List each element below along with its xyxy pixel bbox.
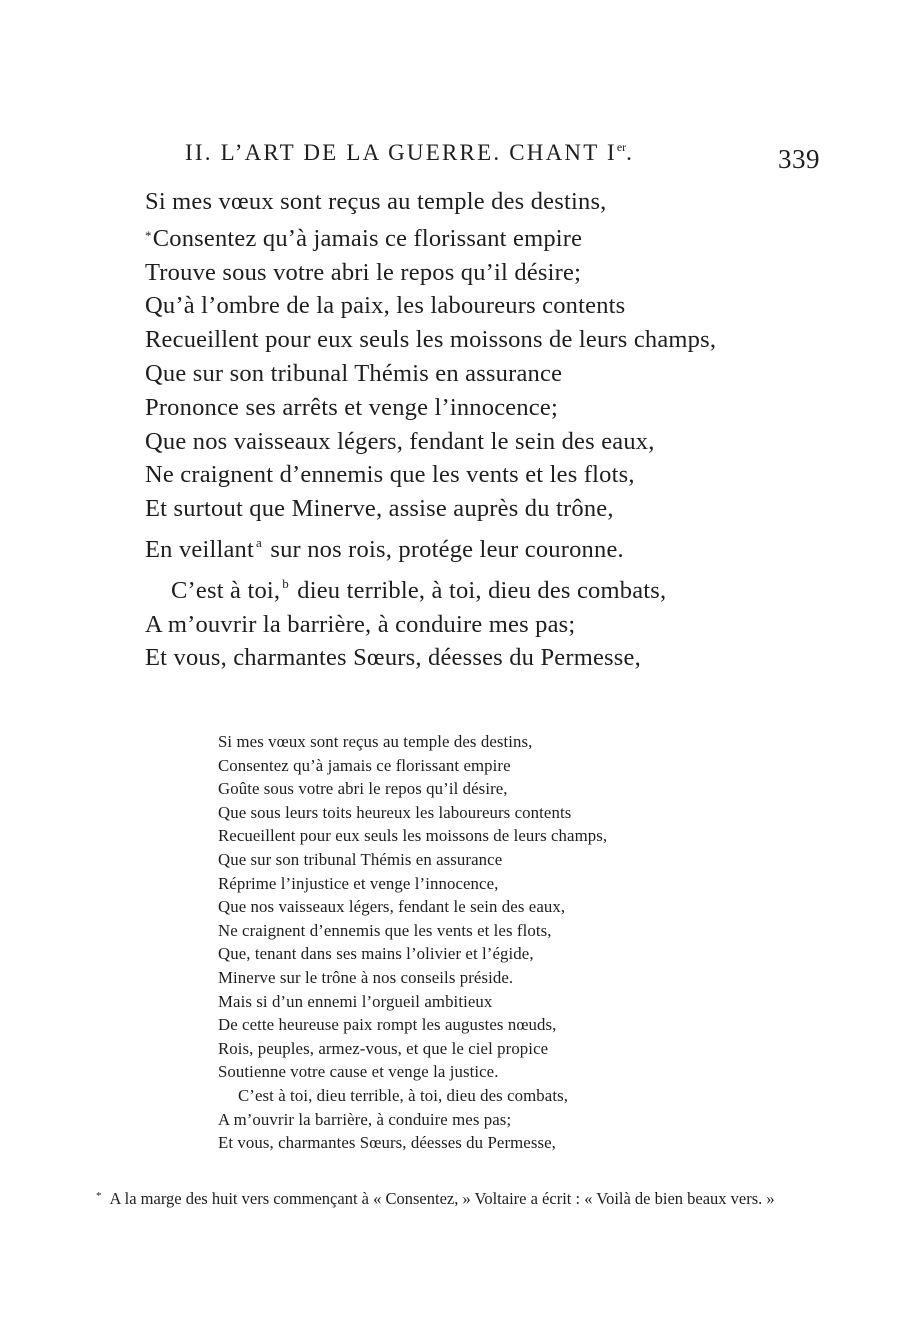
verse-line: Ne craignent d’ennemis que les vents et les flots,	[145, 461, 635, 489]
running-title-text: II. L’ART DE LA GUERRE. CHANT I	[185, 140, 617, 165]
verse-line: Prononce ses arrêts et venge l’innocence;	[145, 393, 558, 421]
variant-line: Si mes vœux sont reçus au temple des destins,	[218, 732, 533, 751]
variant-line: Recueillent pour eux seuls les moissons de leurs champs,	[218, 826, 608, 846]
verse-line: Qu’à l’ombre de la paix, les laboureurs contents	[145, 292, 626, 320]
verse-line	[145, 526, 845, 567]
variant-line: Rois, peuples, armez-vous, et que le ciel propice	[218, 1038, 549, 1058]
main-verses	[145, 185, 845, 675]
running-title-superscript: er	[616, 140, 627, 154]
variant-line: C’est à toi, dieu terrible, à toi, dieu des combats,	[238, 1085, 569, 1105]
variant-line: Et vous, charmantes Sœurs, déesses du Permesse,	[218, 1133, 556, 1153]
verse-line-text: sur nos rois, protége leur couronne.	[264, 535, 624, 563]
verse-line: Et vous, charmantes Sœurs, déesses du Permesse,	[145, 644, 641, 672]
variant-line: Consentez qu’à jamais ce florissant empire	[218, 755, 511, 775]
running-header	[185, 140, 825, 176]
verse-line: A m’ouvrir la barrière, à conduire mes pas;	[145, 610, 576, 638]
verse-line: Recueillent pour eux seuls les moissons de leurs champs,	[145, 326, 717, 354]
verse-line: Trouve sous votre abri le repos qu’il désire;	[145, 258, 582, 286]
variant-line: Mais si d’un ennemi l’orgueil ambitieux	[218, 991, 493, 1011]
verse-line-text: dieu terrible, à toi, dieu des combats,	[290, 576, 667, 604]
verse-line	[145, 219, 845, 256]
footnote-text: A la marge des huit vers commençant à « Consentez, » Voltaire a écrit : « Voilà de bien beaux vers. »	[109, 1189, 775, 1208]
verse-line-text: Consentez qu’à jamais ce florissant empire	[152, 224, 583, 252]
note-reference: a	[256, 534, 263, 550]
verse-line: Si mes vœux sont reçus au temple des destins,	[145, 188, 607, 215]
variant-line: Soutienne votre cause et venge la justice.	[218, 1062, 499, 1082]
verse-line: Que sur son tribunal Thémis en assurance	[145, 359, 563, 387]
verse-line: Et surtout que Minerve, assise auprès du trône,	[145, 495, 614, 523]
variant-line: De cette heureuse paix rompt les augustes nœuds,	[218, 1015, 557, 1035]
variant-line: Que, tenant dans ses mains l’olivier et l’égide,	[218, 944, 534, 964]
variant-line: Minerve sur le trône à nos conseils préside.	[218, 967, 514, 987]
variant-line: Que sur son tribunal Thémis en assurance	[218, 849, 503, 869]
variant-verses	[218, 730, 738, 1155]
footnote-marker: *	[145, 227, 152, 243]
page-number: 339	[778, 144, 820, 174]
note-reference: b	[282, 575, 289, 591]
verse-line-text: En veillant	[145, 535, 255, 563]
variant-line: A m’ouvrir la barrière, à conduire mes pas;	[218, 1109, 512, 1129]
variant-line: Que nos vaisseaux légers, fendant le sein des eaux,	[218, 897, 566, 917]
footnote-marker: *	[96, 1190, 102, 1202]
variant-line: Ne craignent d’ennemis que les vents et les flots,	[218, 920, 552, 940]
footnote	[68, 1183, 820, 1212]
variant-line: Que sous leurs toits heureux les laboureurs contents	[218, 802, 572, 822]
verse-line	[145, 567, 845, 608]
running-title: II. L’ART DE LA GUERRE. CHANT Ier.	[185, 140, 635, 165]
variant-line: Réprime l’injustice et venge l’innocence,	[218, 873, 499, 893]
verse-line-text: C’est à toi,	[171, 576, 281, 604]
verse-line: Que nos vaisseaux légers, fendant le sein des eaux,	[145, 427, 655, 455]
variant-line: Goûte sous votre abri le repos qu’il désire,	[218, 779, 508, 799]
